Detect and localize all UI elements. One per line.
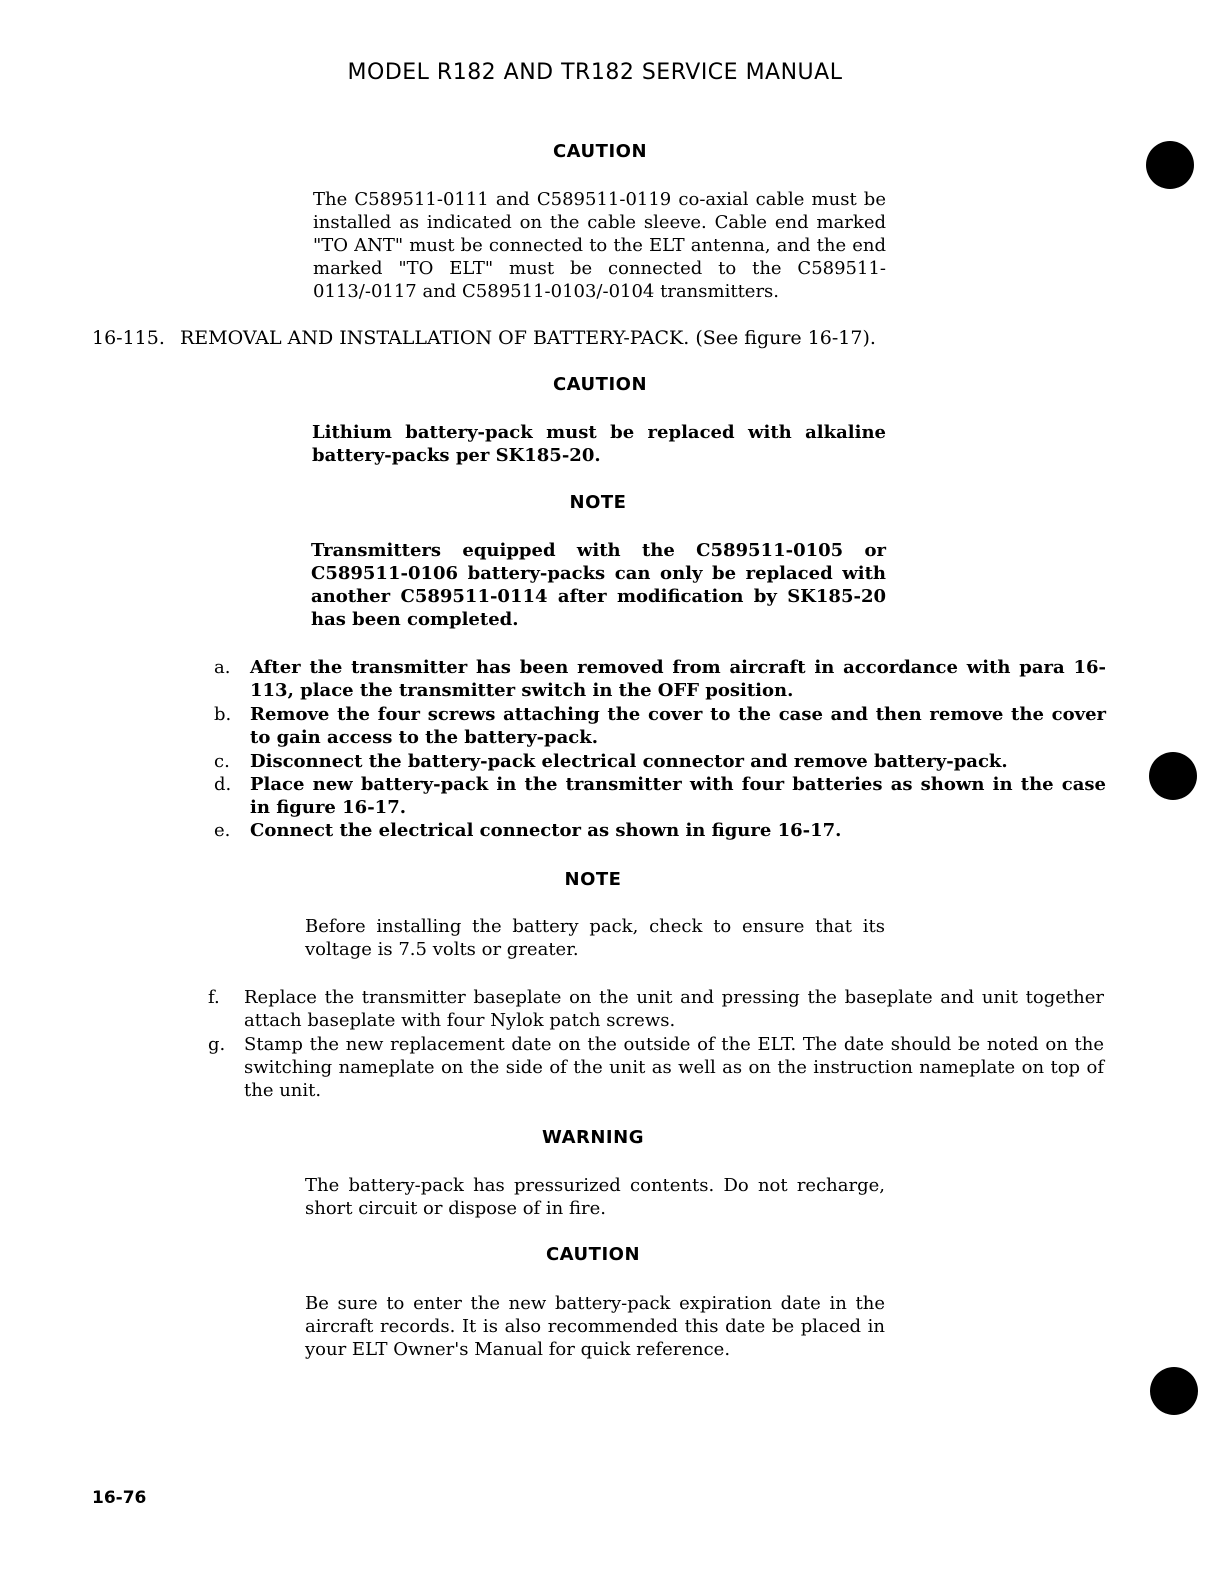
caution-heading: CAUTION [552,141,648,162]
list-item [208,1033,1104,1102]
list-item-letter: g. [208,1034,226,1055]
list-item-letter: c. [214,751,230,772]
list-item [214,819,1106,842]
page-title: MODEL R182 AND TR182 SERVICE MANUAL [347,60,843,85]
list-item-text: Place new battery-pack in the transmitter with four batteries as shown in the case in figure 16-17. [250,774,1106,818]
list-item-text: After the transmitter has been removed from aircraft in accordance with para 16-113, place the transmitter switch in the OFF position. [250,657,1106,701]
caution-heading: CAUTION [552,374,648,395]
list-item [214,656,1106,702]
note-text: Before installing the battery pack, check to ensure that its voltage is 7.5 volts or greater. [305,916,885,960]
list-item-text: Disconnect the battery-pack electrical connector and remove battery-pack. [250,751,1008,772]
list-item-letter: d. [214,774,232,795]
section-title: REMOVAL AND INSTALLATION OF BATTERY-PACK. (See figure 16-17). [180,327,876,349]
list-item [208,986,1104,1032]
revision-dot [1150,1367,1198,1415]
list-item-text: Connect the electrical connector as shown in figure 16-17. [250,820,842,841]
list-item [214,703,1106,749]
warning-text: The battery-pack has pressurized contents. Do not recharge, short circuit or dispose of in fire. [305,1175,885,1219]
list-item [214,750,1106,773]
list-item-letter: b. [214,704,232,725]
list-item-text: Stamp the new replacement date on the outside of the ELT. The date should be noted on the switching nameplate on the side of the unit as well as on the instruction nameplate on top of the unit. [244,1034,1104,1101]
revision-dot [1146,141,1194,189]
caution-text: Lithium battery-pack must be replaced with alkaline battery-packs per SK185-20. [312,422,886,466]
caution-text: Be sure to enter the new battery-pack expiration date in the aircraft records. It is also recommended this date be placed in your ELT Owner's Manual for quick reference. [305,1293,885,1360]
note-heading: NOTE [564,869,622,890]
page-number: 16-76 [92,1488,147,1508]
section-number: 16-115. [92,327,165,349]
note-heading: NOTE [569,492,627,513]
warning-heading: WARNING [542,1127,644,1148]
caution-text: The C589511-0111 and C589511-0119 co-axial cable must be installed as indicated on the cable sleeve. Cable end marked "TO ANT" must be connected to the ELT antenna, and the end marked "TO ELT" must be connected to the C589511-0113/-0117 and C589511-0103/-0104 transmitters. [313,189,886,302]
list-item [214,773,1106,819]
list-item-letter: e. [214,820,231,841]
list-item-letter: a. [214,657,231,678]
caution-heading: CAUTION [545,1244,641,1265]
list-item-text: Remove the four screws attaching the cover to the case and then remove the cover to gain access to the battery-pack. [250,704,1106,748]
list-item-letter: f. [208,987,220,1008]
note-text: Transmitters equipped with the C589511-0105 or C589511-0106 battery-packs can only be replaced with another C589511-0114 after modification by SK185-20 has been completed. [311,540,886,630]
revision-dot [1149,752,1197,800]
list-item-text: Replace the transmitter baseplate on the unit and pressing the baseplate and unit together attach baseplate with four Nylok patch screws. [244,987,1104,1031]
